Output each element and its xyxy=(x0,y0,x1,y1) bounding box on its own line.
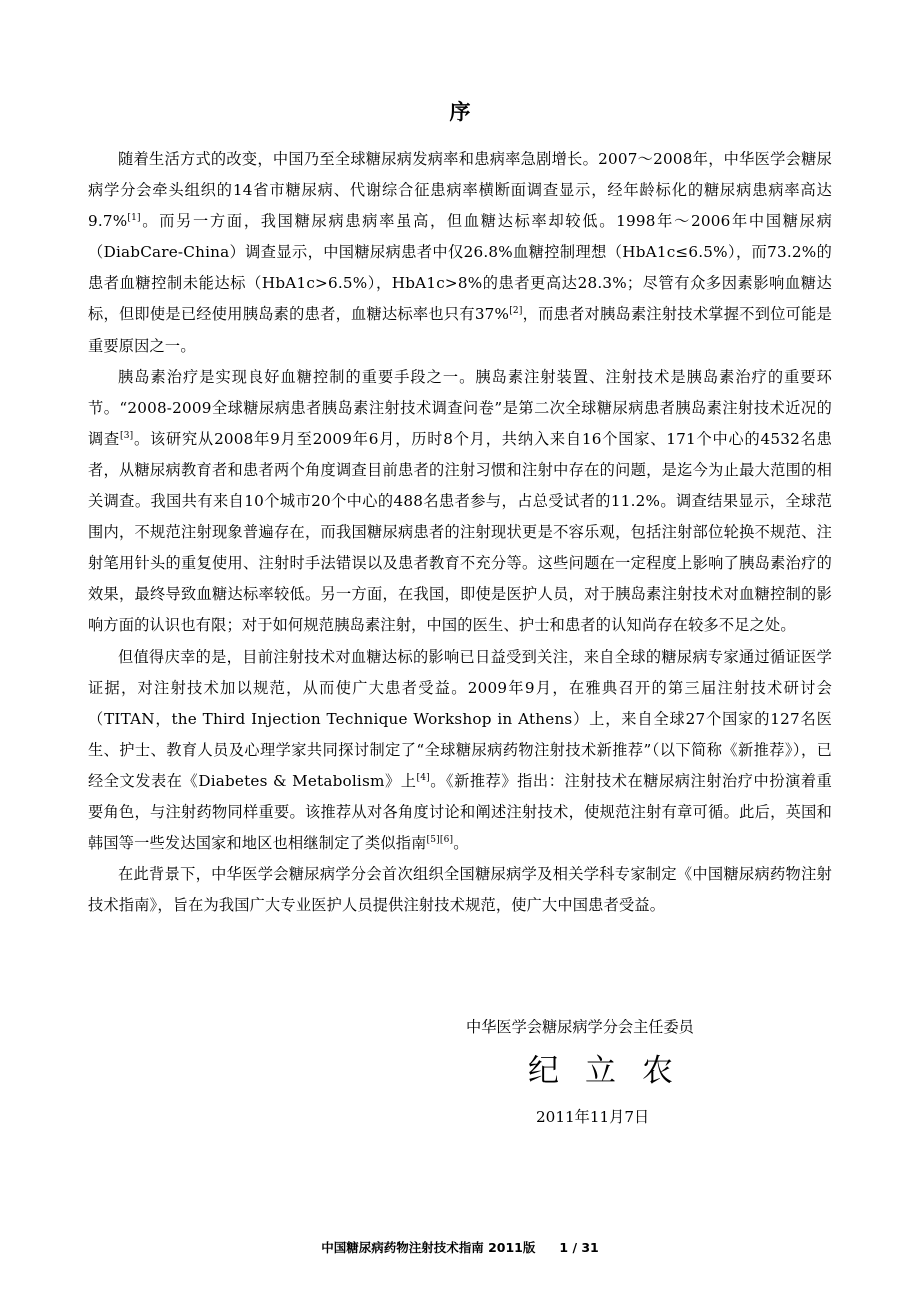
paragraph-text: 随着生活方式的改变，中国乃至全球糖尿病发病率和患病率急剧增长。2007～2008年，中华医学会糖尿病学分会牵头组织的14省市糖尿病、代谢综合征患病率横断面调查显示，经年龄标化的糖尿病患病率高达9.7% xyxy=(88,150,832,231)
citation-marker: [4] xyxy=(416,772,430,783)
paragraph-text: 。《新推荐》指出：注射技术在糖尿病注射治疗中扮演着重要角色，与注射药物同样重要。该推荐从对各角度讨论和阐述注射技术，使规范注射有章可循。此后，英国和韩国等一些发达国家和地区也相继制定了类似指南 xyxy=(88,771,832,853)
body-text xyxy=(88,144,832,921)
signature-organization: 中华医学会糖尿病学分会主任委员 xyxy=(466,1018,694,1036)
paragraph-text: 。而另一方面，我国糖尿病患病率虽高，但血糖达标率却较低。1998年～2006年中国糖尿病（DiabCare-China）调查显示，中国糖尿病患者中仅26.8%血糖控制理想（HbA1c≤6.5%），而73.2%的患者血糖控制未能达标（HbA1c>6.5%），HbA1c>8%的患者更高达28.3%；尽管有众多因素影响血糖达标，但即使是已经使用胰岛素的患者，血糖达标率也只有37% xyxy=(88,212,832,324)
signature-date: 2011年11月7日 xyxy=(536,1108,650,1126)
page-title: 序 xyxy=(449,100,471,124)
paragraph-text: 胰岛素治疗是实现良好血糖控制的重要手段之一。胰岛素注射装置、注射技术是胰岛素治疗的重要环节。“2008-2009全球糖尿病患者胰岛素注射技术调查问卷”是第二次全球糖尿病患者胰岛素注射技术近况的调查 xyxy=(88,367,832,448)
paragraph-text: 。 xyxy=(453,834,469,853)
paragraph-1 xyxy=(88,144,832,362)
citation-marker: [2] xyxy=(509,306,523,317)
paragraph-4 xyxy=(88,859,832,921)
paragraph-3 xyxy=(88,642,832,860)
citation-marker: [5][6] xyxy=(426,835,454,846)
footer-page-number: 1 / 31 xyxy=(559,1240,599,1255)
footer-document-title: 中国糖尿病药物注射技术指南 2011版 xyxy=(321,1240,536,1255)
paragraph-text: 但值得庆幸的是，目前注射技术对血糖达标的影响已日益受到关注，来自全球的糖尿病专家通过循证医学证据，对注射技术加以规范，从而使广大患者受益。2009年9月，在雅典召开的第三届注射技术研讨会（TITAN，the Third Injection Technique Workshop in Athens）上，来自全球27个国家的127名医生、护士、教育人员及心理学家共同探讨制定了“全球糖尿病药物注射技术新推荐”（以下简称《新推荐》），已经全文发表在《Diabetes & Metabolism》上 xyxy=(88,647,832,790)
page-footer xyxy=(0,1238,920,1256)
paragraph-text: 。该研究从2008年9月至2009年6月，历时8个月，共纳入来自16个国家、171个中心的4532名患者，从糖尿病教育者和患者两个角度调查目前患者的注射习惯和注射中存在的问题，是迄今为止最大范围的相关调查。我国共有来自10个城市20个中心的488名患者参与，占总受试者的11.2%。调查结果显示，全球范围内，不规范注射现象普遍存在，而我国糖尿病患者的注射现状更是不容乐观，包括注射部位轮换不规范、注射笔用针头的重复使用、注射时手法错误以及患者教育不充分等。这些问题在一定程度上影响了胰岛素治疗的效果，最终导致血糖达标率较低。另一方面，在我国，即使是医护人员，对于胰岛素注射技术对血糖控制的影响方面的认识也有限；对于如何规范胰岛素注射，中国的医生、护士和患者的认知尚存在较多不足之处。 xyxy=(88,429,832,635)
paragraph-2 xyxy=(88,362,832,642)
citation-marker: [3] xyxy=(120,430,134,441)
signature-block xyxy=(466,1015,726,1129)
paragraph-text: 在此背景下，中华医学会糖尿病学分会首次组织全国糖尿病学及相关学科专家制定《中国糖尿病药物注射技术指南》，旨在为我国广大专业医护人员提供注射技术规范，使广大中国患者受益。 xyxy=(88,865,832,915)
paragraph-text: ，而患者对胰岛素注射技术掌握不到位可能是重要原因之一。 xyxy=(88,305,833,355)
citation-marker: [1] xyxy=(127,213,141,224)
signature-name: 纪立农 xyxy=(528,1053,699,1089)
